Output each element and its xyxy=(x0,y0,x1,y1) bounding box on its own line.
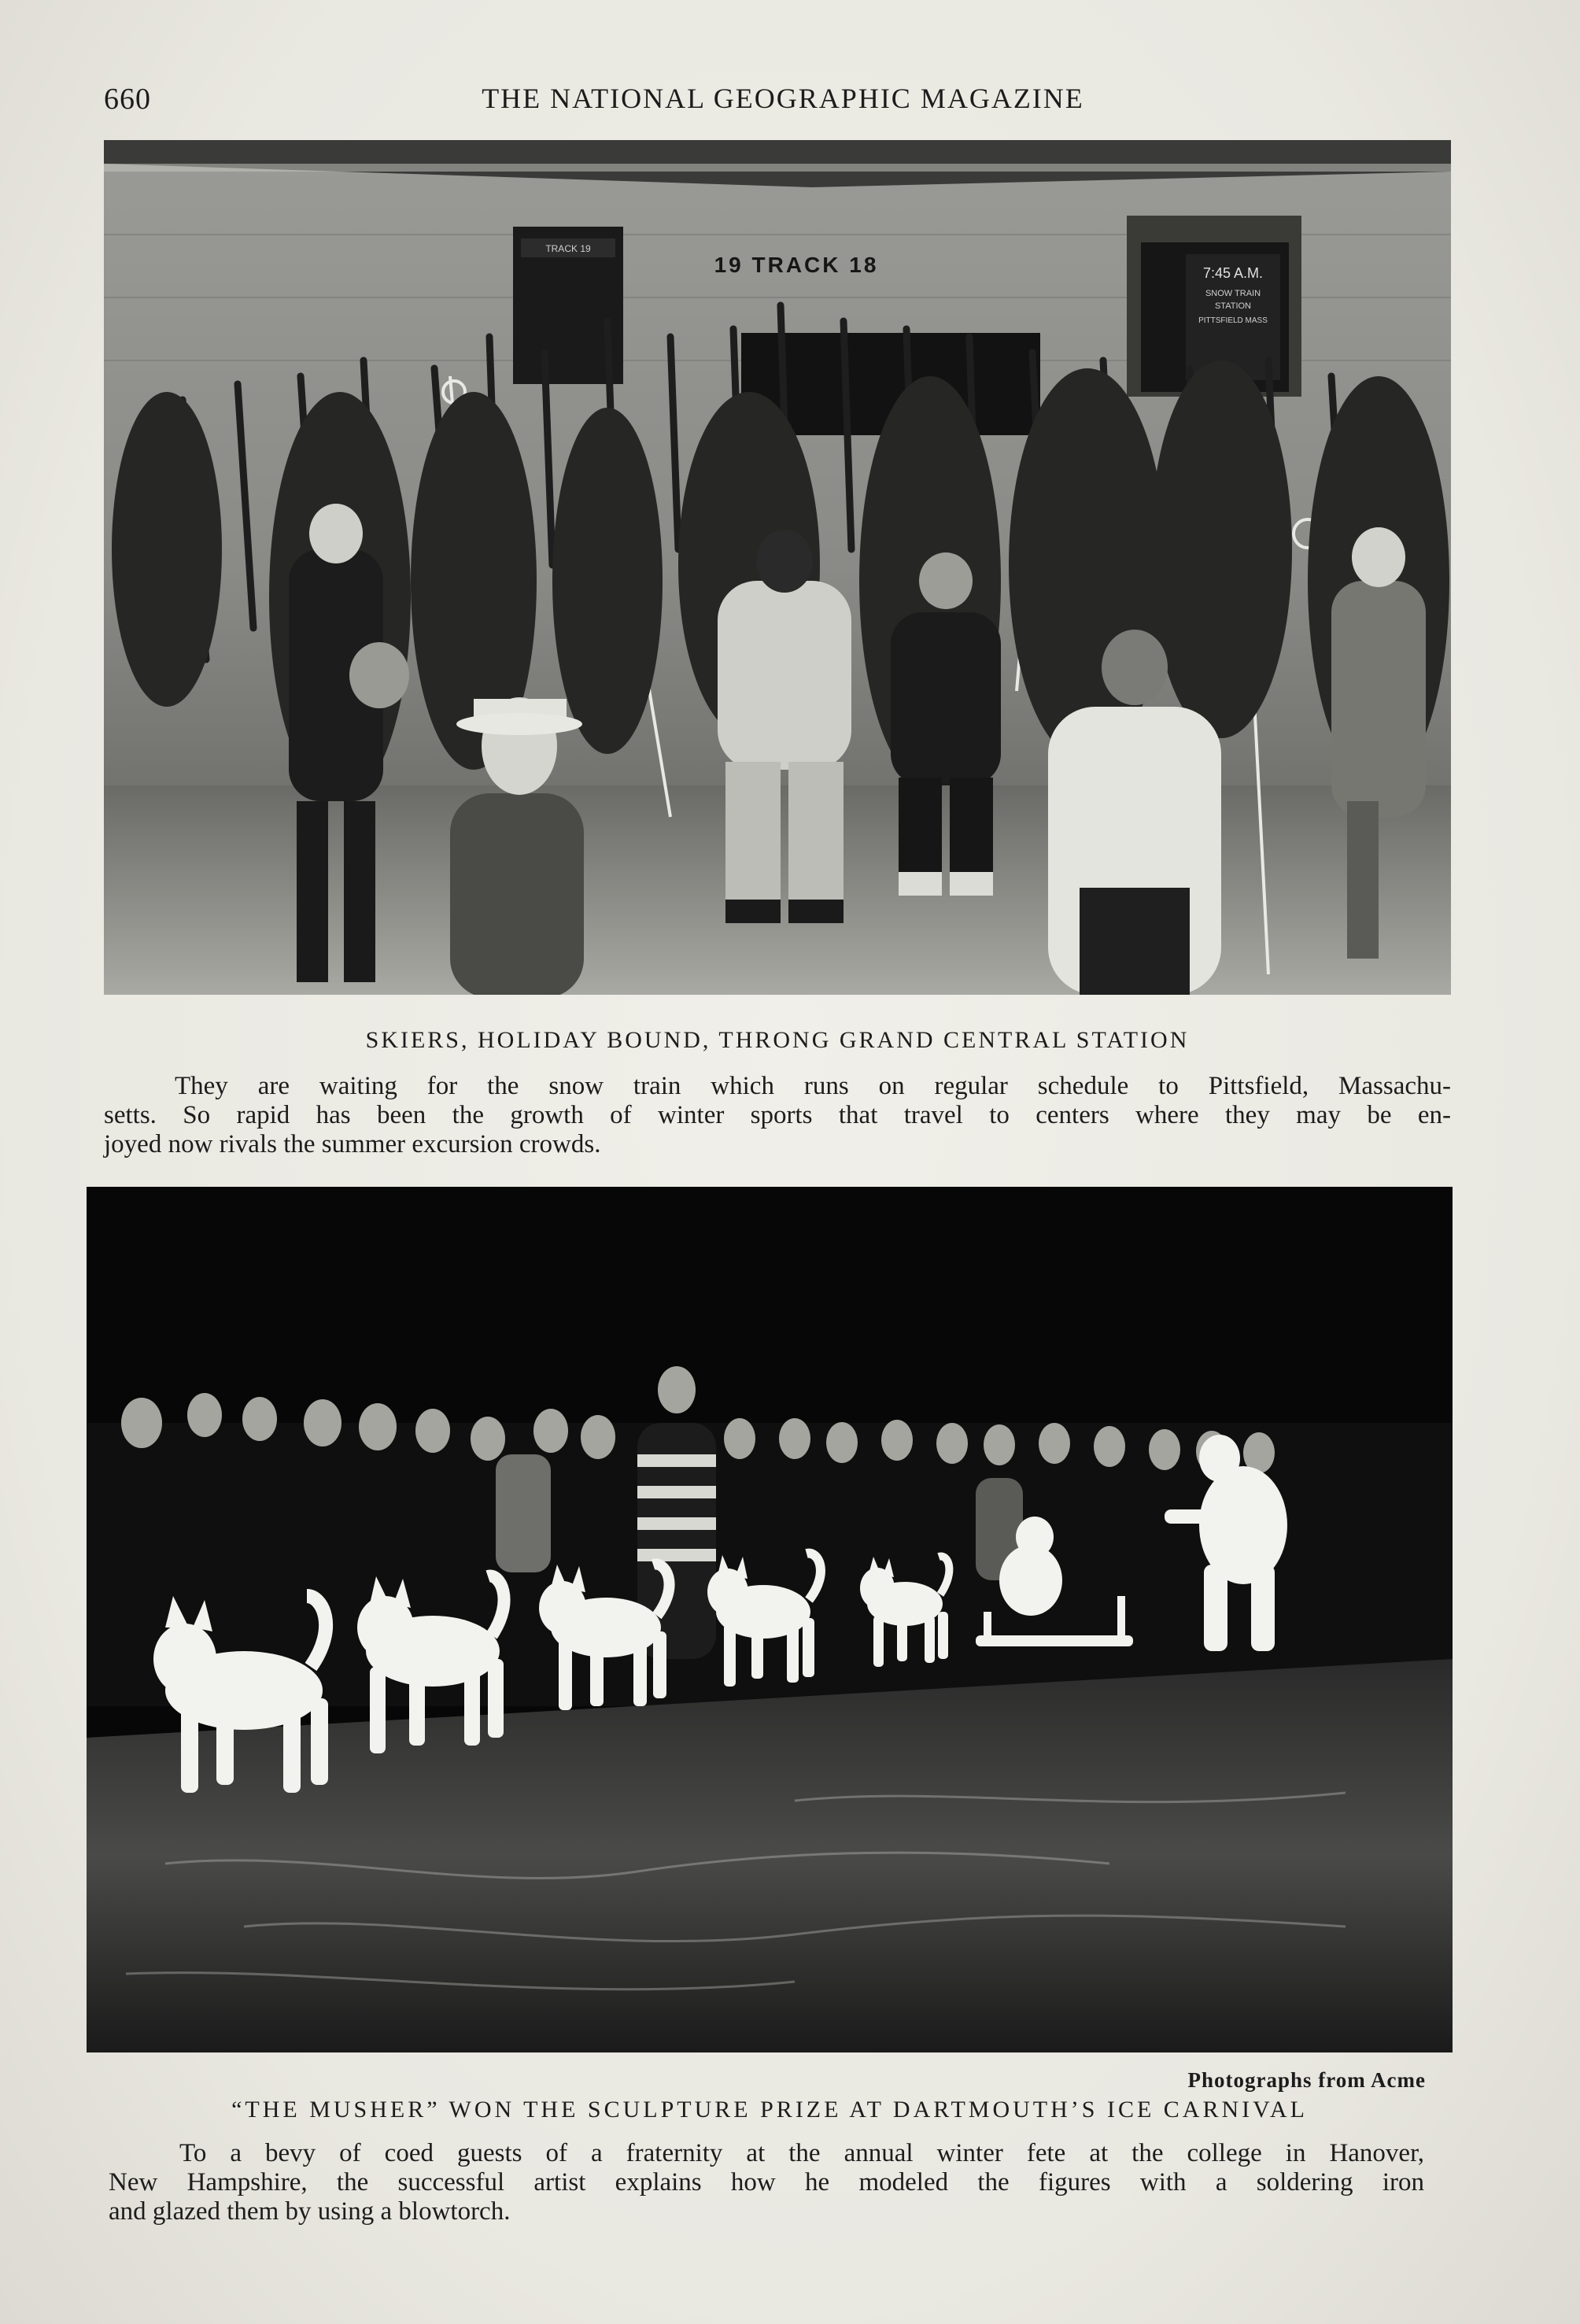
caption1-line: They are waiting for the snow train which runs on regular schedule to Pittsfield, Massachu- xyxy=(175,1072,1451,1100)
caption1-line: setts. So rapid has been the growth of winter sports that travel to centers where they may be en- xyxy=(104,1101,1451,1129)
caption2-line: New Hampshire, the successful artist explains how he modeled the figures with a soldering iron xyxy=(109,2168,1424,2197)
caption1-body xyxy=(104,1072,1451,1159)
caption2-body xyxy=(109,2139,1424,2226)
caption1-title: SKIERS, HOLIDAY BOUND, THRONG GRAND CENTRAL STATION xyxy=(365,1027,1190,1053)
sign-board-line3: PITTSFIELD MASS xyxy=(1198,316,1268,325)
sign-track-main: 19 TRACK 18 xyxy=(714,253,879,277)
caption2-line: and glazed them by using a blowtorch. xyxy=(109,2197,511,2226)
photo-ice-sculpture xyxy=(87,1187,1453,2052)
photo-skiers-illustration xyxy=(104,140,1451,995)
page-number: 660 xyxy=(104,83,151,116)
sign-track-19-small: TRACK 19 xyxy=(545,243,591,254)
caption2-title: “THE MUSHER” WON THE SCULPTURE PRIZE AT DARTMOUTH’S ICE CARNIVAL xyxy=(231,2097,1308,2123)
sign-board-line2: STATION xyxy=(1214,301,1252,311)
photo-credit: Photographs from Acme xyxy=(1187,2068,1426,2092)
caption1-line: joyed now rivals the summer excursion crowds. xyxy=(104,1130,601,1158)
sign-board-line1: SNOW TRAIN xyxy=(1205,289,1261,298)
photo-skiers-grand-central xyxy=(104,140,1451,995)
photo-ice-sculpture-illustration xyxy=(87,1187,1453,2052)
sign-board-time: 7:45 A.M. xyxy=(1202,265,1264,281)
caption2-line: To a bevy of coed guests of a fraternity at the annual winter fete at the college in Hanover, xyxy=(179,2139,1424,2167)
running-head: THE NATIONAL GEOGRAPHIC MAGAZINE xyxy=(482,83,1084,114)
